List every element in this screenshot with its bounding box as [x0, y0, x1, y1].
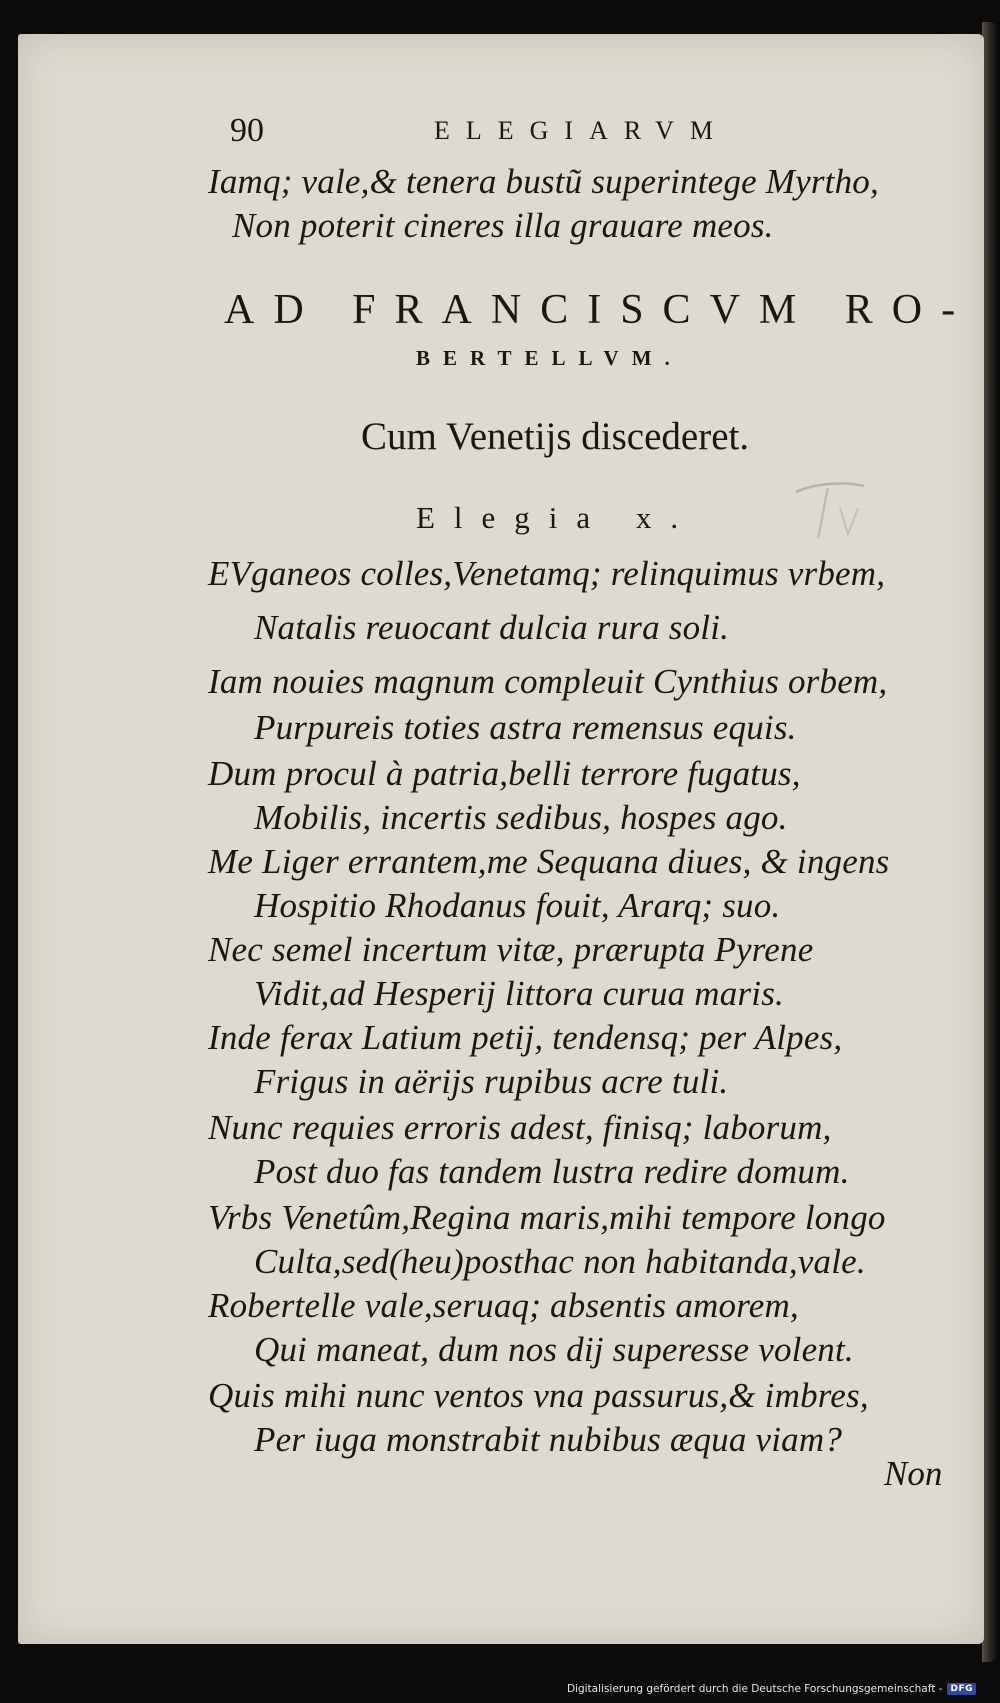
- poem-line: Robertelle vale,seruaq; absentis amorem,: [208, 1286, 799, 1325]
- poem-line: Post duo fas tandem lustra redire domum.: [254, 1152, 850, 1191]
- poem-heading-continued: BERTELLVM.: [416, 346, 683, 370]
- poem-line: Quis mihi nunc ventos vna passurus,& imbres,: [208, 1376, 869, 1415]
- poem-line: Culta,sed(heu)posthac non habitanda,vale.: [254, 1242, 866, 1281]
- poem-line: Dum procul à patria,belli terrore fugatus,: [208, 754, 801, 793]
- poem-line: Qui maneat, dum nos dij superesse volent.: [254, 1330, 854, 1369]
- poem-line: Nec semel incertum vitæ, prærupta Pyrene: [208, 930, 814, 969]
- poem-line: Nunc requies erroris adest, finisq; laborum,: [208, 1108, 832, 1147]
- dfg-logo: DFG: [947, 1683, 976, 1695]
- poem-line: Mobilis, incertis sedibus, hospes ago.: [254, 798, 788, 837]
- text-line: Iamq; vale,& tenera bustũ superintege Myrtho,: [208, 162, 879, 201]
- poem-line: Hospitio Rhodanus fouit, Ararq; suo.: [254, 886, 781, 925]
- poem-subtitle: Cum Venetijs discederet.: [361, 415, 750, 458]
- poem-line: Me Liger errantem,me Sequana diues, & ingens: [208, 842, 890, 881]
- poem-line: Natalis reuocant dulcia rura soli.: [254, 608, 730, 647]
- poem-line: EVganeos colles,Venetamq; relinquimus vrbem,: [208, 554, 886, 593]
- elegy-label: Elegia x.: [416, 500, 698, 535]
- poem-heading: AD FRANCISCVM RO-: [224, 287, 975, 333]
- book-page: [18, 34, 984, 1644]
- poem-line: Purpureis toties astra remensus equis.: [254, 708, 797, 747]
- poem-line: Vrbs Venetûm,Regina maris,mihi tempore longo: [208, 1198, 886, 1237]
- poem-line: Frigus in aërijs rupibus acre tuli.: [254, 1062, 729, 1101]
- page-number: 90: [230, 112, 264, 149]
- poem-line: Per iuga monstrabit nubibus æqua viam?: [254, 1420, 843, 1459]
- poem-line: Inde ferax Latium petij, tendensq; per Alpes,: [208, 1018, 843, 1057]
- poem-line: Vidit,ad Hesperij littora curua maris.: [254, 974, 785, 1013]
- poem-line: Iam nouies magnum compleuit Cynthius orbem,: [208, 662, 888, 701]
- page-edge: [982, 22, 996, 1662]
- running-head: ELEGIARVM: [434, 116, 730, 145]
- credit-text: Digitalisierung gefördert durch die Deutsche Forschungsgemeinschaft -: [566, 1683, 943, 1695]
- pencil-mark: [788, 478, 868, 542]
- text-line: Non poterit cineres illa grauare meos.: [232, 206, 774, 245]
- catchword: Non: [884, 1454, 943, 1493]
- digitization-credit: [567, 1681, 976, 1697]
